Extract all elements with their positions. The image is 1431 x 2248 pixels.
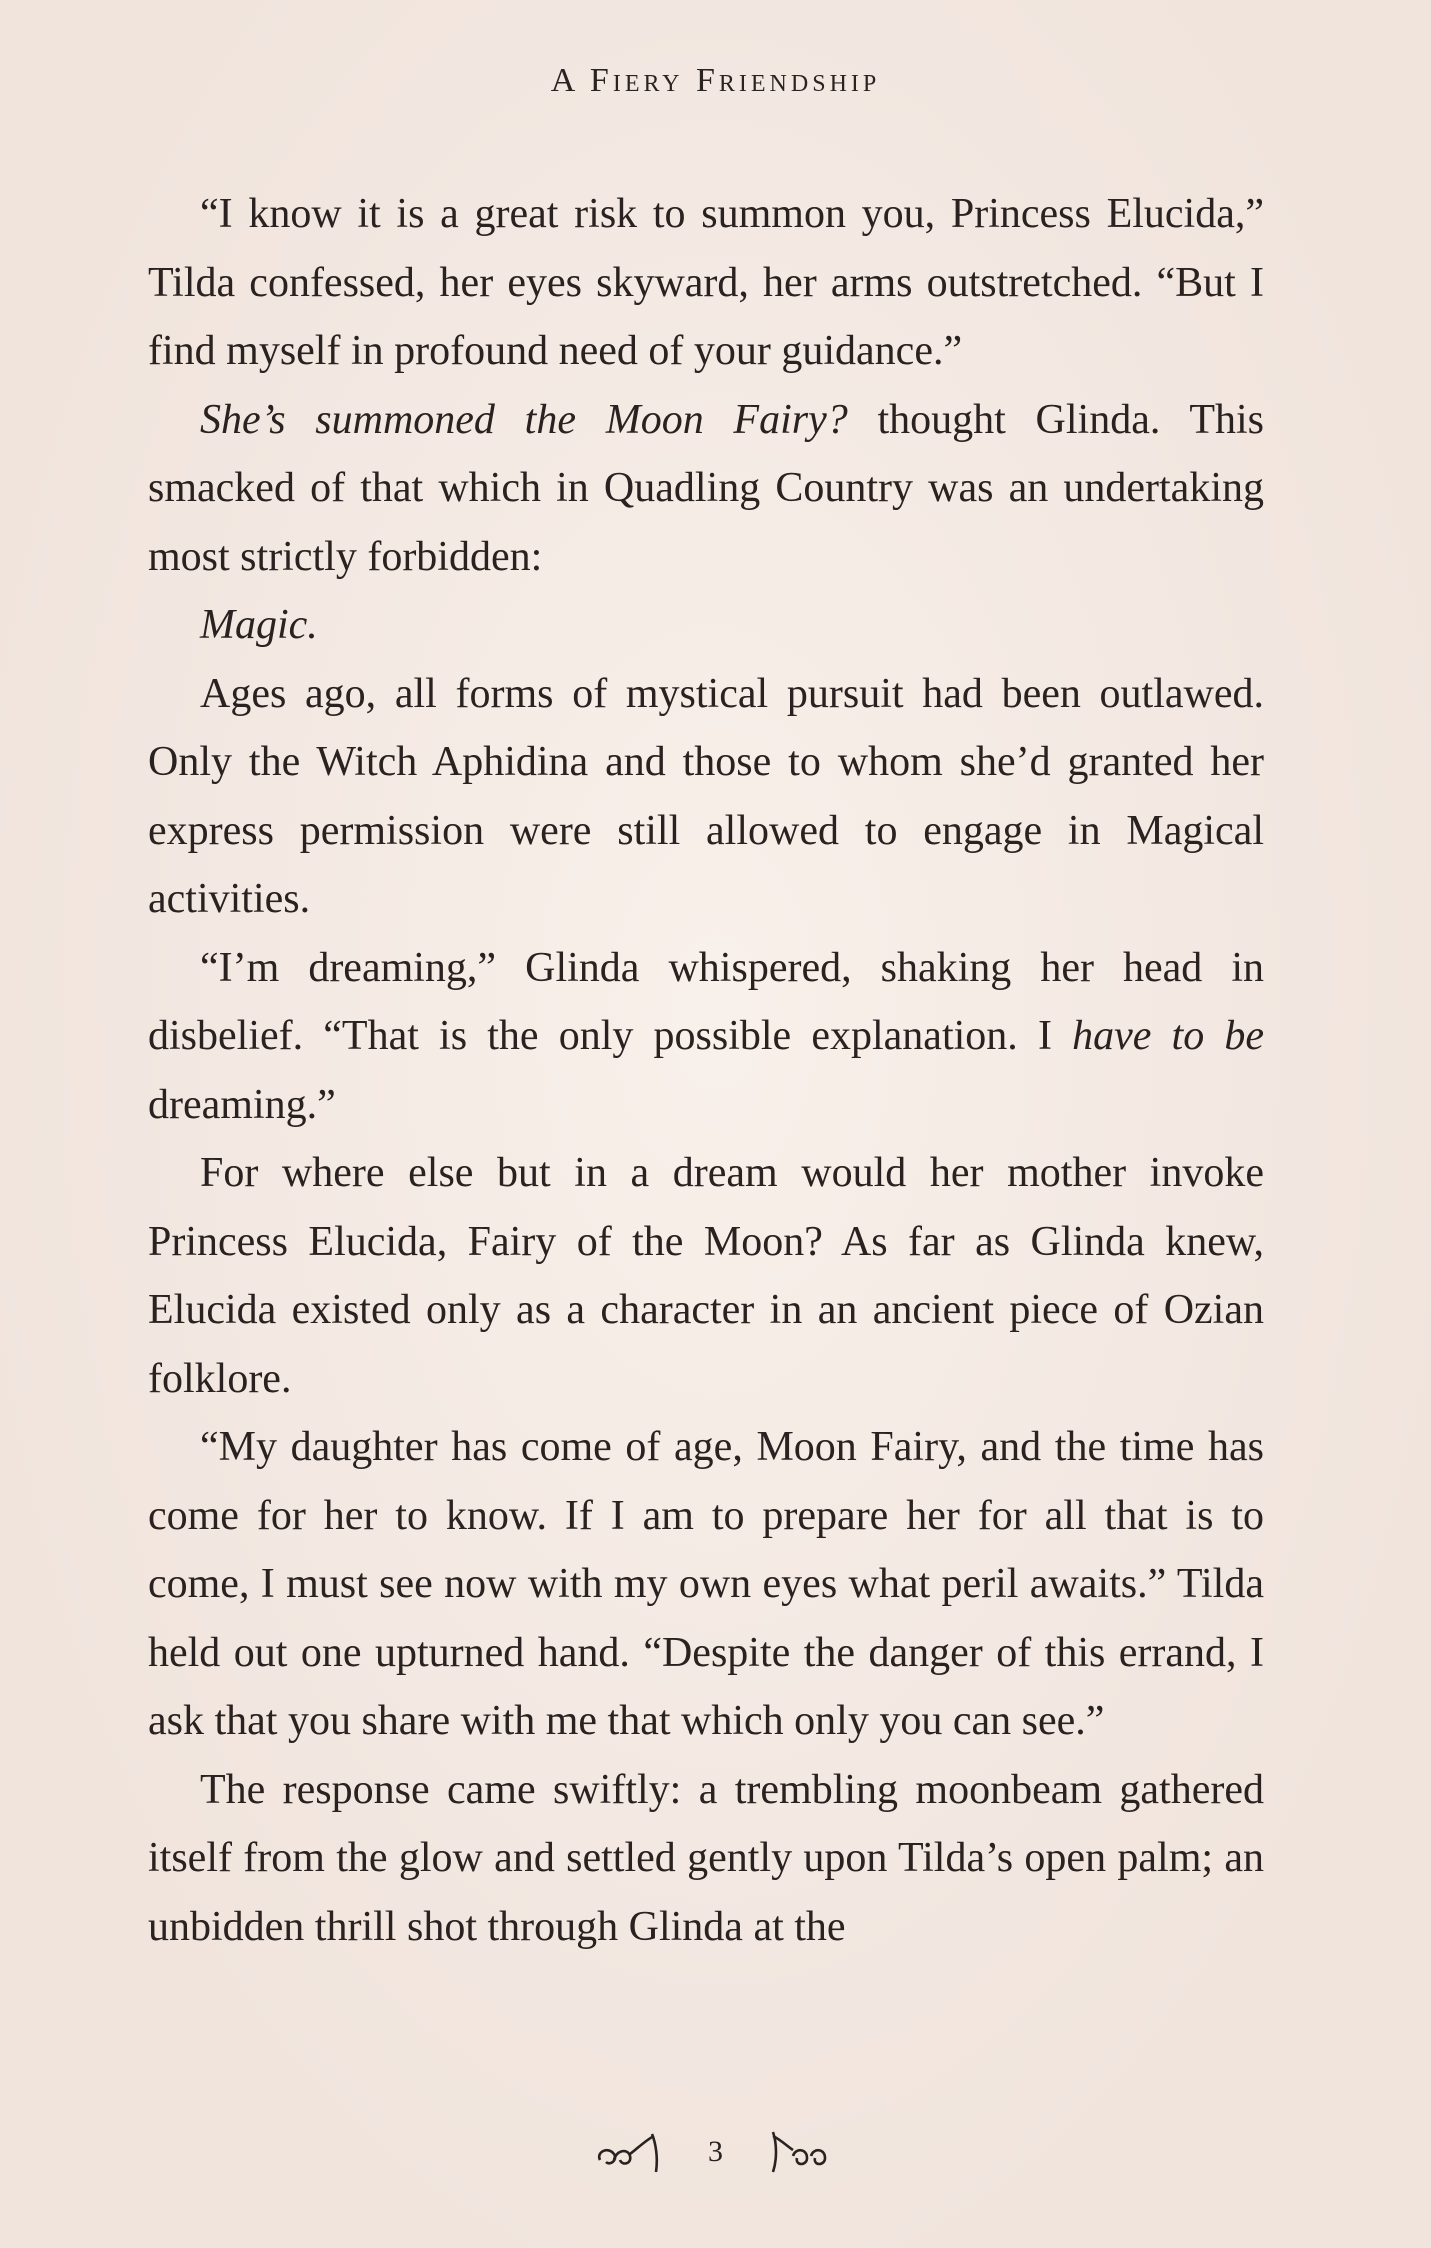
folio (0, 2130, 1431, 2174)
text-run: dreaming.” (148, 1081, 336, 1128)
italic-text: have to be (1072, 1013, 1265, 1059)
italic-text: Magic. (200, 602, 318, 648)
text-run: “My daughter has come of age, Moon Fairy, and the time has come for her to know. If I am to prepare her for all that is to come, I must see now with my own eyes what peril awaits.” Tilda held out one upturned hand. “Despite the danger of this errand, I ask that you share with me that which only you can see.” (148, 1424, 1264, 1744)
text-run: The response came swiftly: a trembling moonbeam gathered itself from the glow and settled gently upon Tilda’s open palm; an unbidden thrill shot through Glinda at the (148, 1766, 1264, 1950)
text-run: Ages ago, all forms of mystical pursuit had been outlawed. Only the Witch Aphidina and those to whom she’d granted her express permission were still allowed to engage in Magical activities. (148, 670, 1264, 922)
scroll-ornament-right-icon (763, 2130, 837, 2174)
paragraph (148, 180, 1264, 386)
paragraph (148, 386, 1264, 592)
running-head: A Fiery Friendship (550, 62, 881, 99)
paragraph (148, 1756, 1264, 1962)
text-run: For where else but in a dream would her mother invoke Princess Elucida, Fairy of the Moon? As far as Glinda knew, Elucida existed only as a character in an ancient piece of Ozian folklore. (148, 1150, 1264, 1402)
paragraph (148, 591, 1264, 660)
scroll-ornament-left-icon (594, 2130, 668, 2174)
text-run: “I know it is a great risk to summon you, Princess Elucida,” Tilda confessed, her eyes skyward, her arms outstretched. “But I find myself in profound need of your guidance.” (148, 191, 1264, 374)
italic-text: She’s summoned the Moon Fairy? (200, 396, 848, 443)
text-run: “I’m dreaming,” Glinda whispered, shaking her head in disbelief. “That is the only possible explanation. I (148, 944, 1264, 1059)
paragraph (148, 1413, 1264, 1756)
page-number: 3 (708, 2135, 723, 2168)
paragraph (148, 660, 1264, 934)
paragraph (148, 934, 1264, 1140)
text-run: thought Glinda. This smacked of that which in Quadling Country was an undertaking most strictly forbidden: (148, 396, 1264, 580)
paragraph (148, 1139, 1264, 1413)
body-text (148, 180, 1264, 1961)
